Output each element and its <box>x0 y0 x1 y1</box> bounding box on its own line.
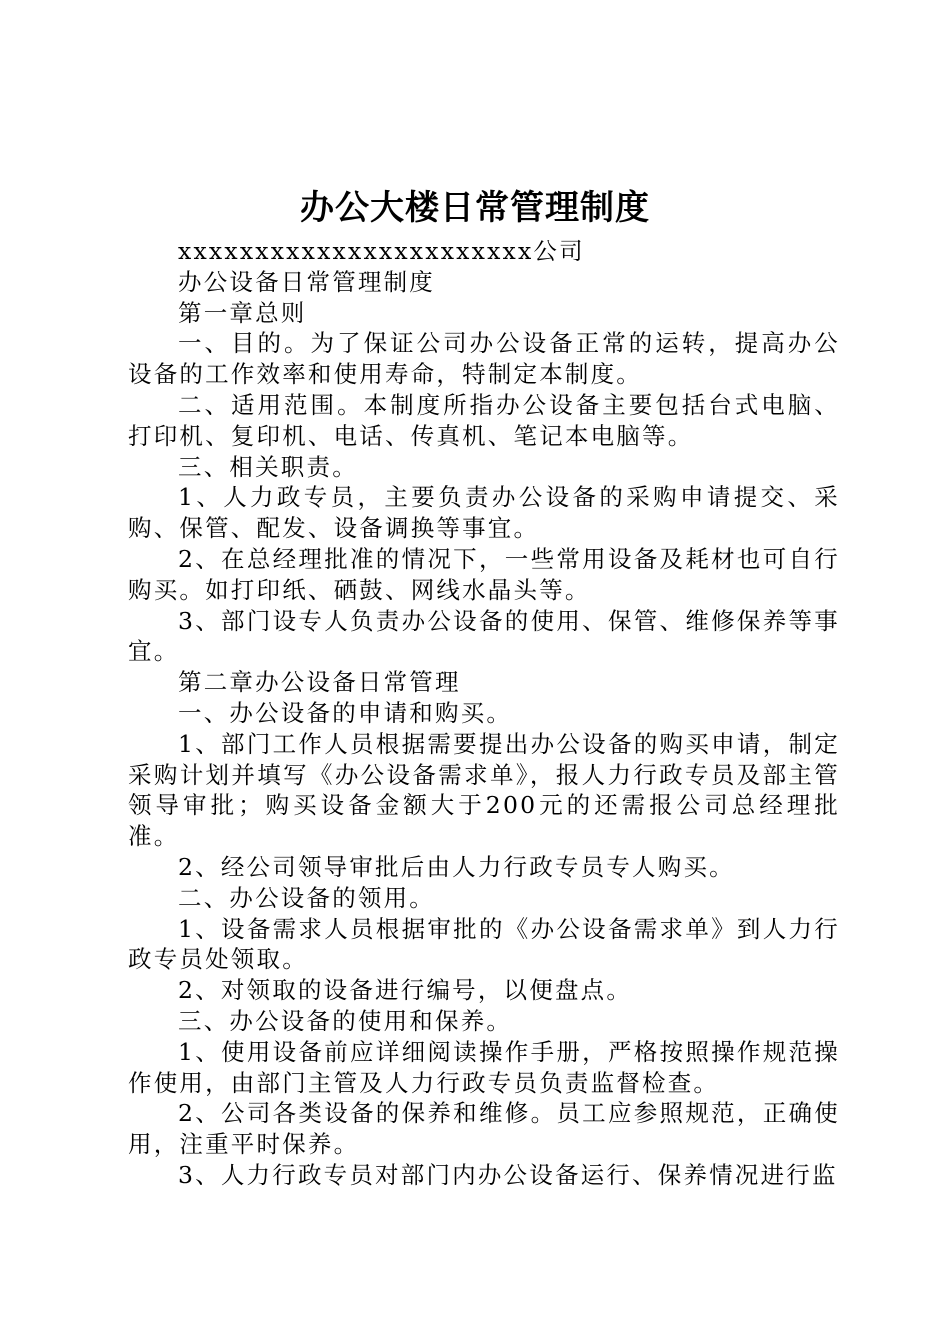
paragraph: 三、相关职责。 <box>178 452 358 481</box>
paragraph: 2、对领取的设备进行编号，以便盘点。 <box>178 976 633 1005</box>
document-body <box>128 236 840 1191</box>
company-name-line: xxxxxxxxxxxxxxxxxxxxxxx公司 <box>178 237 585 265</box>
paragraph: 1、部门工作人员根据需要提出办公设备的购买申请，制定采购计划并填写《办公设备需求单》，报人力行政专员及部主管领导审批；购买设备金额大于200元的还需报公司总经理批准。 <box>128 729 840 851</box>
paragraph: 二、适用范围。本制度所指办公设备主要包括台式电脑、打印机、复印机、电话、传真机、笔记本电脑等。 <box>128 390 840 450</box>
paragraph: 2、在总经理批准的情况下，一些常用设备及耗材也可自行购买。如打印纸、硒鼓、网线水晶头等。 <box>128 544 840 604</box>
paragraph: 3、人力行政专员对部门内办公设备运行、保养情况进行监 <box>178 1160 838 1189</box>
paragraph: 1、使用设备前应详细阅读操作手册，严格按照操作规范操作使用，由部门主管及人力行政专员负责监督检查。 <box>128 1037 840 1097</box>
paragraph: 二、办公设备的领用。 <box>178 883 435 912</box>
paragraph: 2、经公司领导审批后由人力行政专员专人购买。 <box>178 852 735 881</box>
paragraph: 3、部门设专人负责办公设备的使用、保管、维修保养等事宜。 <box>128 606 840 666</box>
paragraph: 2、公司各类设备的保养和维修。员工应参照规范，正确使用，注重平时保养。 <box>128 1099 840 1159</box>
document-title: 办公大楼日常管理制度 <box>300 188 650 228</box>
chapter-heading: 第二章办公设备日常管理 <box>178 668 461 697</box>
paragraph: 一、办公设备的申请和购买。 <box>178 698 513 727</box>
chapter-heading: 第一章总则 <box>178 298 307 327</box>
paragraph: 一、目的。为了保证公司办公设备正常的运转，提高办公设备的工作效率和使用寿命，特制定本制度。 <box>128 329 840 389</box>
paragraph: 三、办公设备的使用和保养。 <box>178 1006 513 1035</box>
paragraph: 1、设备需求人员根据审批的《办公设备需求单》到人力行政专员处领取。 <box>128 914 840 974</box>
subtitle-line: 办公设备日常管理制度 <box>178 267 435 296</box>
paragraph: 1、人力政专员，主要负责办公设备的采购申请提交、采购、保管、配发、设备调换等事宜。 <box>128 483 840 543</box>
